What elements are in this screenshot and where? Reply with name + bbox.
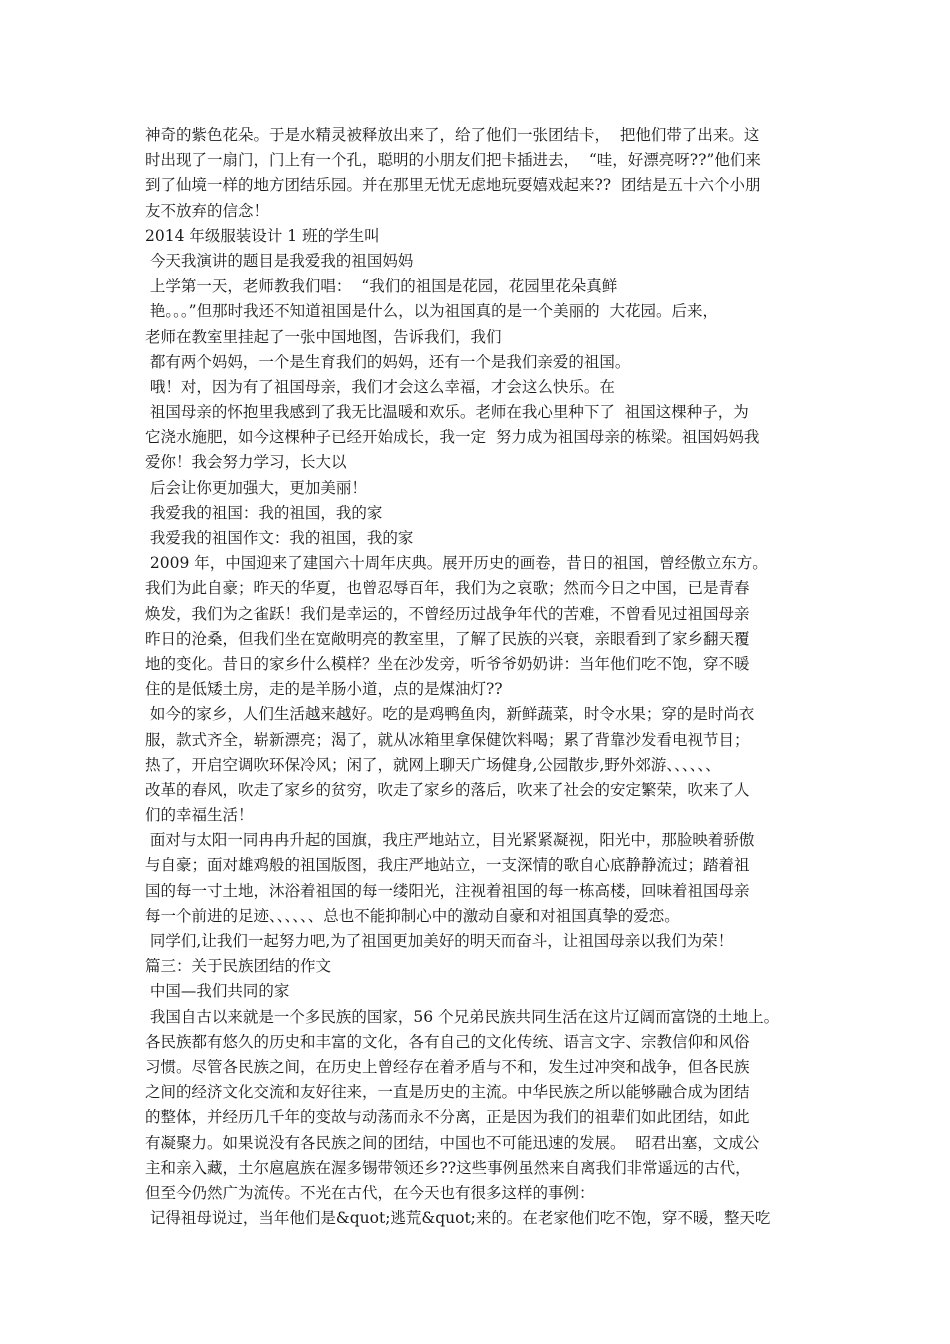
text-line: 地的变化。昔日的家乡什么模样？坐在沙发旁，听爷爷奶奶讲：当年他们吃不饱，穿不暖 <box>145 654 750 673</box>
text-line: 有凝聚力。如果说没有各民族之间的团结，中国也不可能迅速的发展。 昭君出塞，文成公 <box>145 1133 760 1152</box>
text-line: 之间的经济文化交流和友好往来，一直是历史的主流。中华民族之所以能够融合成为团结 <box>145 1083 750 1102</box>
text-line: 同学们,让我们一起努力吧,为了祖国更加美好的明天而奋斗，让祖国母亲以我们为荣！ <box>145 932 734 950</box>
document-body <box>145 123 813 1231</box>
text-line: 友不放弃的信念！ <box>145 201 270 220</box>
text-line: 焕发，我们为之雀跃！我们是幸运的，不曾经历过战争年代的苦难，不曾看见过祖国母亲 <box>145 604 750 623</box>
text-line: 主和亲入藏，土尔扈扈族在渥多锡带领还乡??这些事例虽然来自离我们非常遥远的古代， <box>145 1158 751 1177</box>
text-line: 神奇的紫色花朵。于是水精灵被释放出来了，给了他们一张团结卡， 把他们带了出来。这 <box>145 126 760 144</box>
text-line: 时出现了一扇门，门上有一个孔，聪明的小朋友们把卡插进去， “哇，好漂亮呀??”他们来 <box>145 151 761 170</box>
text-line: 都有两个妈妈，一个是生育我们的妈妈，还有一个是我们亲爱的祖国。 <box>145 352 631 371</box>
text-line: 改革的春风，吹走了家乡的贫穷，吹走了家乡的落后，吹来了社会的安定繁荣，吹来了人 <box>145 780 750 799</box>
text-line: 国的每一寸土地，沐浴着祖国的每一缕阳光，注视着祖国的每一栋高楼，回味着祖国母亲 <box>145 881 750 900</box>
text-line: 昨日的沧桑，但我们坐在宽敞明亮的教室里，了解了民族的兴衰，亲眼看到了家乡翻天覆 <box>145 629 750 648</box>
text-line: 后会让你更加强大，更加美丽！ <box>145 478 367 497</box>
text-line: 今天我演讲的题目是我爱我的祖国妈妈 <box>145 251 414 270</box>
text-line: 但至今仍然广为流传。不光在古代，在今天也有很多这样的事例： <box>145 1183 595 1202</box>
text-line: 住的是低矮土房，走的是羊肠小道，点的是煤油灯?? <box>145 680 503 699</box>
text-line: 如今的家乡，人们生活越来越好。吃的是鸡鸭鱼肉，新鲜蔬菜，时令水果；穿的是时尚衣 <box>145 705 755 724</box>
text-line: 面对与太阳一同冉冉升起的国旗，我庄严地站立，目光紧紧凝视，阳光中，那脸映着骄傲 <box>145 831 755 850</box>
text-line: 中国—我们共同的家 <box>145 982 290 1001</box>
text-line: 艳。。。”但那时我还不知道祖国是什么，以为祖国真的是一个美丽的 大花园。后来， <box>145 302 718 321</box>
text-line: 的整体，并经历几千年的变故与动荡而永不分离，正是因为我们的祖辈们如此团结，如此 <box>145 1108 750 1127</box>
text-line: 它浇水施肥，如今这棵种子已经开始成长，我一定 努力成为祖国母亲的栋梁。祖国妈妈我 <box>145 428 760 447</box>
text-line: 记得祖母说过，当年他们是&quot;逃荒&quot;来的。在老家他们吃不饱，穿不暖，整天吃 <box>145 1209 771 1228</box>
text-line: 上学第一天，老师教我们唱： “我们的祖国是花园，花园里花朵真鲜 <box>145 277 618 296</box>
text-line: 各民族都有悠久的历史和丰富的文化，各有自己的文化传统、语言文字、宗教信仰和风俗 <box>145 1032 750 1051</box>
text-line: 与自豪；面对雄鸡般的祖国版图，我庄严地站立，一支深情的歌自心底静静流过；踏着祖 <box>145 856 750 875</box>
text-line: 习惯。尽管各民族之间，在历史上曾经存在着矛盾与不和，发生过冲突和战争，但各民族 <box>145 1057 750 1076</box>
text-line: 服，款式齐全，崭新漂亮；渴了，就从冰箱里拿保健饮料喝；累了背靠沙发看电视节目； <box>145 730 750 749</box>
text-line: 祖国母亲的怀抱里我感到了我无比温暖和欢乐。老师在我心里种下了 祖国这棵种子，为 <box>145 403 749 422</box>
text-line: 爱你！我会努力学习，长大以 <box>145 453 347 472</box>
text-line: 2009 年，中国迎来了建国六十周年庆典。展开历史的画卷，昔日的祖国，曾经傲立东方。 <box>145 554 768 573</box>
text-line: 我国自古以来就是一个多民族的国家，56 个兄弟民族共同生活在这片辽阔而富饶的土地上。 <box>145 1007 780 1026</box>
text-line: 篇三：关于民族团结的作文 <box>145 957 332 976</box>
text-line: 热了，开启空调吹环保冷风；闲了，就网上聊天广场健身,公园散步,野外郊游、、、、、、 <box>145 755 721 774</box>
text-line: 每一个前进的足迹、、、、、、总也不能抑制心中的激动自豪和对祖国真挚的爱恋。 <box>145 906 680 925</box>
text-line: 我们为此自豪；昨天的华夏，也曾忍辱百年，我们为之哀歌；然而今日之中国，已是青春 <box>145 579 750 598</box>
text-line: 2014 年级服装设计 1 班的学生叫 <box>145 226 380 245</box>
text-line: 老师在教室里挂起了一张中国地图，告诉我们，我们 <box>145 327 502 346</box>
text-line: 到了仙境一样的地方团结乐园。并在那里无忧无虑地玩耍嬉戏起来?? 团结是五十六个小朋 <box>145 176 761 195</box>
text-line: 我爱我的祖国：我的祖国，我的家 <box>145 503 383 522</box>
text-line: 哦！对，因为有了祖国母亲，我们才会这么幸福，才会这么快乐。在 <box>145 377 615 396</box>
text-line: 们的幸福生活！ <box>145 806 254 825</box>
text-line: 我爱我的祖国作文：我的祖国，我的家 <box>145 529 414 547</box>
